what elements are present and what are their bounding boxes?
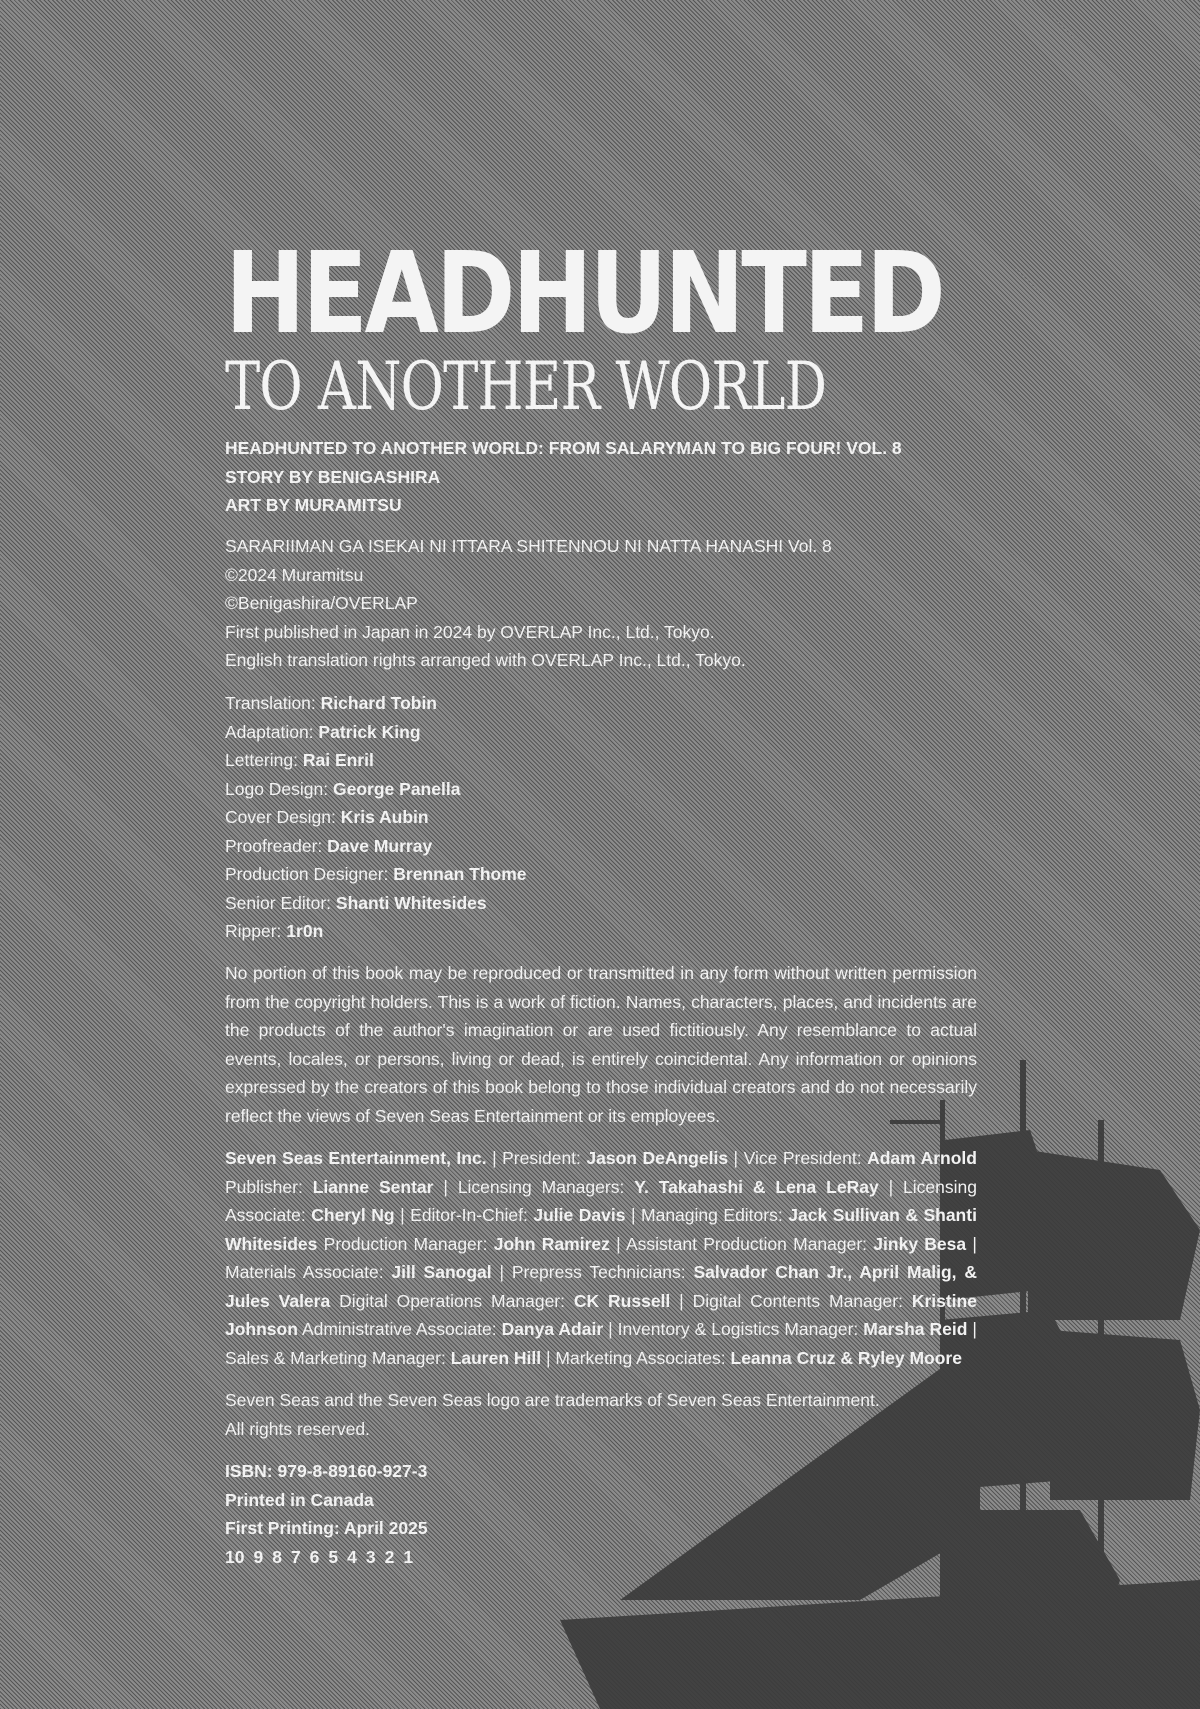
translation-rights: English translation rights arranged with OVERLAP Inc., Ltd., Tokyo. (225, 650, 746, 670)
trademark-line: Seven Seas and the Seven Seas logo are trademarks of Seven Seas Entertainment. (225, 1390, 880, 1410)
printing-numbers: 10 9 8 7 6 5 4 3 2 1 (225, 1546, 414, 1567)
logo-main-text: HEADHUNTED (225, 229, 943, 359)
original-title: SARARIIMAN GA ISEKAI NI ITTARA SHITENNOU NI NATTA HANASHI Vol. 8 (225, 536, 832, 556)
credit-lettering: Lettering: Rai Enril (225, 750, 374, 770)
copyright-story: ©Benigashira/OVERLAP (225, 593, 418, 613)
staff-paragraph: Seven Seas Entertainment, Inc. | President: Jason DeAngelis | Vice President: Adam Arnold Publisher: Lianne Sentar | Licensing Managers: Y. Takahashi & Lena LeRay | Licensing Associate: Cheryl Ng | Editor-In-Chief: Julie Davis | Managing Editors: Jack Sullivan & Shanti Whitesides Production Manager: John Ramirez | Assistant Production Manager: Jinky Besa | Materials Associate: Jill Sanogal | Prepress Technicians: Salvador Chan Jr., April Malig, & Jules Valera Digital Operations Manager: CK Russell | Digital Contents Manager: Kristine Johnson Administrative Associate: Danya Adair | Inventory & Logistics Manager: Marsha Reid | Sales & Marketing Manager: Lauren Hill | Marketing Associates: Leanna Cruz & Ryley Moore (225, 1148, 977, 1368)
credits-block (225, 689, 977, 946)
credit-translation: Translation: Richard Tobin (225, 693, 437, 713)
art-credit: ART BY MURAMITSU (225, 495, 402, 515)
title-block (225, 434, 977, 520)
story-credit: STORY BY BENIGASHIRA (225, 466, 441, 487)
credit-ripper: Ripper: 1r0n (225, 921, 324, 941)
disclaimer-paragraph: No portion of this book may be reproduced or transmitted in any form without written permission from the copyright holders. This is a work of fiction. Names, characters, places, and incidents are the products of the author's imagination or are used fictitiously. Any resemblance to actual events, locales, or persons, living or dead, is entirely coincidental. Any information or opinions expressed by the creators of this book belong to those individual creators and do not necessarily reflect the views of Seven Seas Entertainment or its employees. (225, 963, 977, 1126)
series-logo (225, 229, 945, 425)
isbn: ISBN: 979-8-89160-927-3 (225, 1461, 428, 1481)
credit-logo-design: Logo Design: George Panella (225, 778, 461, 799)
printed-in: Printed in Canada (225, 1489, 374, 1510)
book-title: HEADHUNTED TO ANOTHER WORLD: FROM SALARYMAN TO BIG FOUR! VOL. 8 (225, 438, 902, 458)
copyright-art: ©2024 Muramitsu (225, 564, 364, 585)
credit-senior-editor: Senior Editor: Shanti Whitesides (225, 892, 487, 913)
credit-proofreader: Proofreader: Dave Murray (225, 835, 433, 856)
first-printing: First Printing: April 2025 (225, 1518, 428, 1538)
logo-sub-text: TO ANOTHER WORLD (225, 348, 827, 425)
printing-block (225, 1457, 977, 1571)
credit-adaptation: Adaptation: Patrick King (225, 721, 421, 742)
credit-cover-design: Cover Design: Kris Aubin (225, 807, 429, 827)
first-published: First published in Japan in 2024 by OVERLAP Inc., Ltd., Tokyo. (225, 621, 715, 642)
trademark-block (225, 1386, 977, 1443)
rights-reserved: All rights reserved. (225, 1418, 370, 1439)
copyright-block (225, 532, 977, 675)
credit-production-designer: Production Designer: Brennan Thome (225, 864, 527, 884)
